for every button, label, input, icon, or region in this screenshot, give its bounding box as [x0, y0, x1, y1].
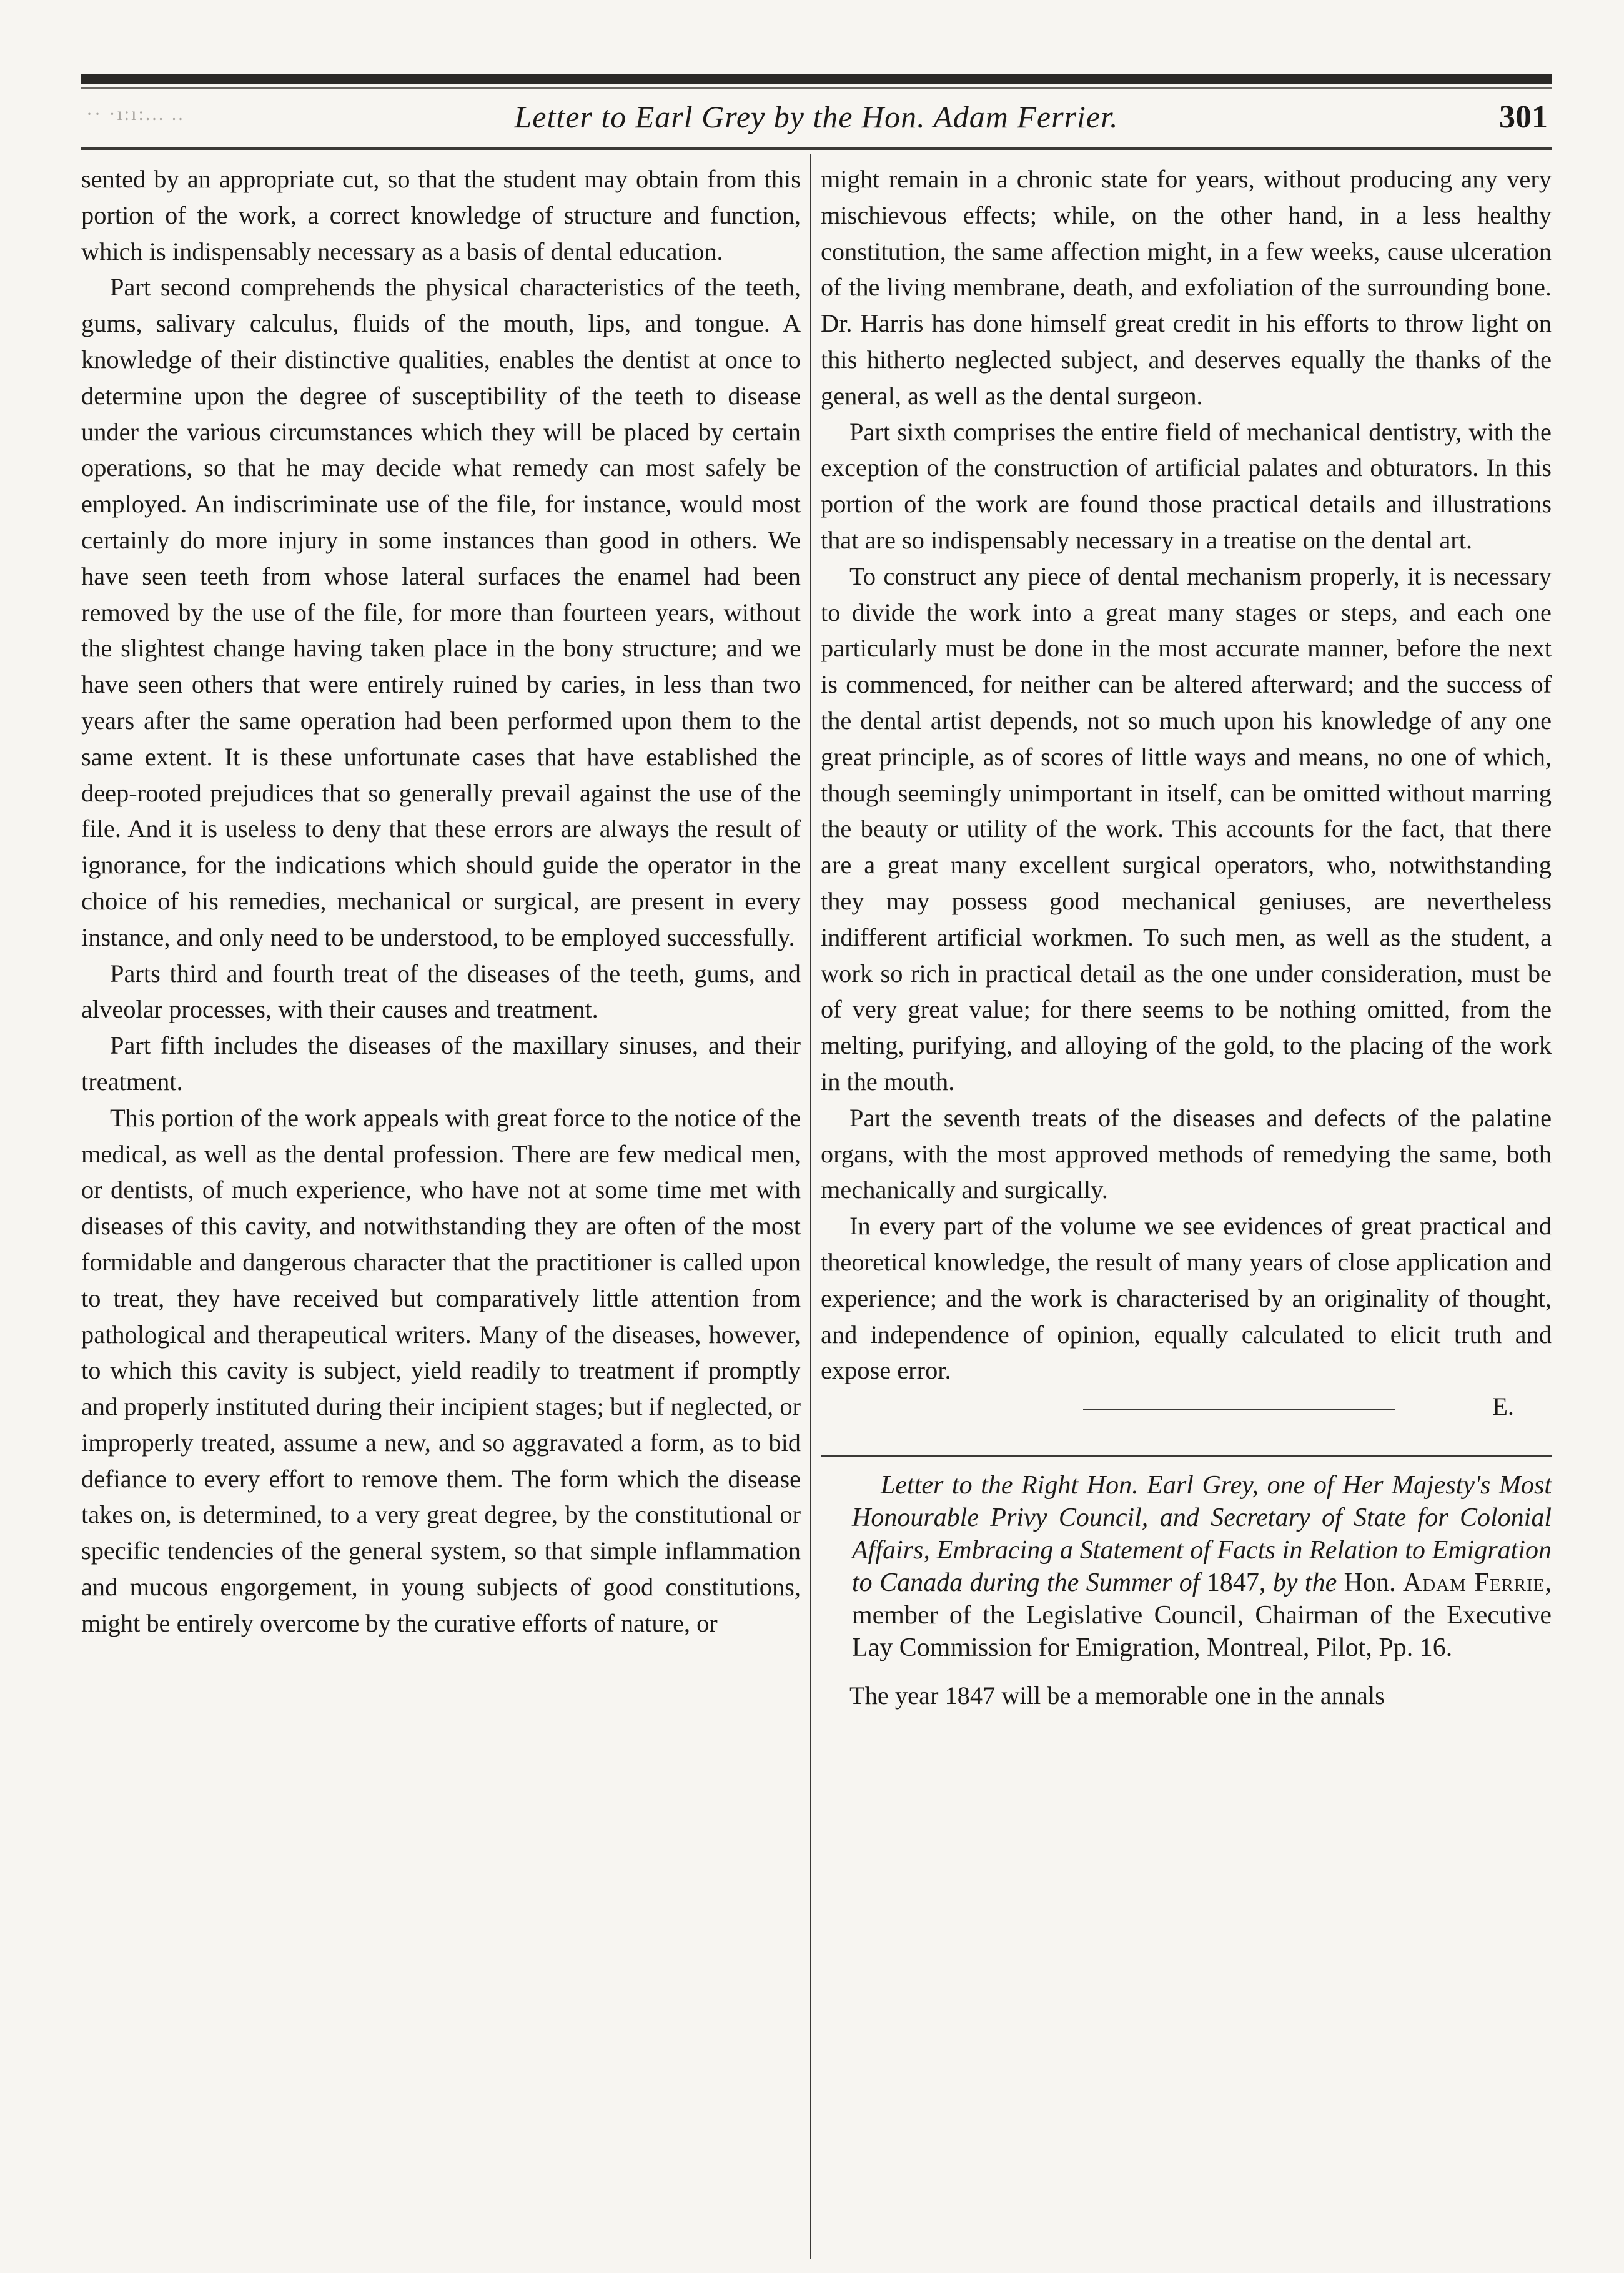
- top-rule-thin: [81, 87, 1552, 89]
- paragraph: sented by an appropriate cut, so that the student may obtain from this portion of the work, a correct knowledge of structure and function, which is indispensably necessary as a basis of dental education.: [81, 165, 801, 265]
- header-smudge: ·· ·ı:ı:... ..: [86, 104, 185, 124]
- book-heading-rule: [821, 1455, 1552, 1457]
- paragraph: Part sixth comprises the entire field of mechanical dentistry, with the exception of the construction of artificial palates and obturators. In this portion of the work are found those practical details and illustrations that are so indispensably necessary in a treatise on the dental art.: [821, 417, 1552, 554]
- citation-details: , member of the Legislative Council, Chairman of the Executive Lay Commission for Emigration, Montreal, Pilot, Pp. 16.: [852, 1568, 1552, 1663]
- paragraph: Parts third and fourth treat of the diseases of the teeth, gums, and alveolar processes, with their causes and treatment.: [81, 959, 801, 1024]
- citation-author: Adam Ferrie: [1402, 1568, 1545, 1598]
- left-column: [81, 161, 801, 2247]
- book-citation: [821, 1469, 1552, 1664]
- citation-title: Letter to the Right Hon. Earl Grey, one of Her Majesty's Most Honourable Privy Council, and Secretary of State for Colonial Affairs, Embracing a Statement of Facts in Relation to Emigration to Canada during the Summer of: [852, 1471, 1552, 1598]
- top-rule: [81, 74, 1552, 84]
- paragraph: Part the seventh treats of the diseases and defects of the palatine organs, with the most approved methods of remedying the same, both mechanically and surgically.: [821, 1103, 1552, 1204]
- paragraph: In every part of the volume we see evidences of great practical and theoretical knowledge, the result of many years of close application and experience; and the work is characterised by an originality of thought, and independence of opinion, equally calculated to elicit truth and expose error.: [821, 1212, 1552, 1385]
- page-number: 301: [1499, 99, 1548, 135]
- paragraph: To construct any piece of dental mechanism properly, it is necessary to divide the work into a great many stages or steps, and each one particularly must be done in the most accurate manner, before the next is commenced, for neither can be altered afterward; and the success of the dental artist depends, not so much upon his knowledge of any one great principle, as of scores of little ways and means, no one of which, though seemingly unimportant in itself, can be omitted without marring the beauty or utility of the work. This accounts for the fact, that there are a great many excellent surgical operators, who, notwithstanding they may possess good mechanical geniuses, are nevertheless indifferent artificial workmen. To such men, as well as the student, a work so rich in practical detail as the one under consideration, must be of very great value; for there seems to be nothing omitted, from the melting, purifying, and alloying of the gold, to the placing of the work in the mouth.: [821, 562, 1552, 1096]
- citation-hon: Hon.: [1337, 1568, 1403, 1598]
- citation-year: 1847,: [1199, 1568, 1273, 1598]
- column-divider: [810, 154, 811, 2259]
- citation-by: by the: [1272, 1568, 1337, 1598]
- paragraph: Part fifth includes the diseases of the maxillary sinuses, and their treatment.: [81, 1031, 801, 1096]
- section-rule: [1083, 1409, 1395, 1410]
- paragraph: Part second comprehends the physical characteristics of the teeth, gums, salivary calculus, fluids of the mouth, lips, and tongue. A knowledge of their distinctive qualities, enables the dentist at once to determine upon the degree of susceptibility of the teeth to disease under the various circumstances which they will be placed by certain operations, so that he may decide what remedy can most safely be employed. An indiscriminate use of the file, for instance, would most certainly do more injury in some instances than good in others. We have seen teeth from whose lateral surfaces the enamel had been removed by the use of the file, for more than fourteen years, without the slightest change having taken place in the bony structure; and we have seen others that were entirely ruined by caries, in less than two years after the same operation had been performed upon them to the same extent. It is these unfortunate cases that have established the deep-rooted prejudices that so generally prevail against the use of the file. And it is useless to deny that these errors are always the result of ignorance, for the indications which should guide the operator in the choice of his remedies, mechanical or surgical, are present in every instance, and only need to be understood, to be employed successfully.: [81, 273, 801, 951]
- running-header: [81, 99, 1552, 149]
- running-title: Letter to Earl Grey by the Hon. Adam Ferrier.: [514, 99, 1119, 134]
- paragraph: might remain in a chronic state for years, without producing any very mischievous effects; while, on the other hand, in a less healthy constitution, the same affection might, in a few weeks, cause ulceration of the living membrane, death, and exfoliation of the surrounding bone. Dr. Harris has done himself great credit in his efforts to throw light on this hitherto neglected subject, and deserves equally the thanks of the general, as well as the dental surgeon.: [821, 165, 1552, 410]
- signature-row: [821, 1389, 1552, 1425]
- review-signature: E.: [1492, 1392, 1514, 1421]
- right-column: [821, 161, 1552, 2247]
- header-rule: [81, 147, 1552, 150]
- paragraph: This portion of the work appeals with great force to the notice of the medical, as well as the dental profession. There are few medical men, or dentists, of much experience, who have not at some time met with diseases of this cavity, and notwithstanding they are often of the most formidable and dangerous character that the practitioner is called upon to treat, they have received but comparatively little attention from pathological and therapeutical writers. Many of the diseases, however, to which this cavity is subject, yield readily to treatment if promptly and properly instituted during their incipient stages; but if neglected, or improperly treated, assume a new, and so aggravated a form, as to bid defiance to every effort to remove them. The form which the disease takes on, is determined, to a very great degree, by the constitutional or specific tendencies of the general system, so that simple inflammation and mucous engorgement, in young subjects of good constitutions, might be entirely overcome by the curative efforts of nature, or: [81, 1103, 801, 1637]
- paragraph: The year 1847 will be a memorable one in the annals: [849, 1681, 1385, 1710]
